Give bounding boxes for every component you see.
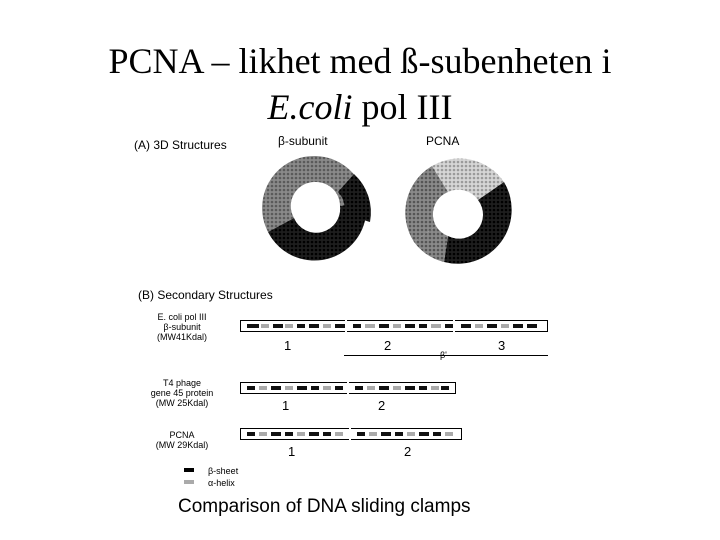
t4-bar <box>240 382 456 394</box>
pcna-label: PCNA <box>426 134 460 148</box>
ecoli-domain-1: 1 <box>284 338 292 353</box>
ecoli-domain-2: 2 <box>384 338 392 353</box>
row-ecoli-name <box>144 312 220 342</box>
legend-helix-swatch <box>184 480 194 484</box>
row-ecoli-line-1: E. coli pol III <box>157 312 207 322</box>
row-pcna-line-1: PCNA <box>169 430 195 440</box>
t4-domain-2: 2 <box>378 398 386 413</box>
figure <box>128 128 558 528</box>
row-pcna-name <box>144 430 220 450</box>
t4-domain-1: 1 <box>282 398 290 413</box>
title-line-2 <box>0 84 720 130</box>
legend-sheet-swatch <box>184 468 194 472</box>
row-t4-line-1: T4 phage <box>162 378 202 388</box>
slide-title <box>0 38 720 130</box>
panel-a-label: (A) 3D Structures <box>134 138 227 152</box>
row-t4-line-2: gene 45 protein <box>150 388 214 398</box>
pcna-domain-2: 2 <box>404 444 412 459</box>
beta-subunit-label: β-subunit <box>278 134 328 148</box>
figure-caption: Comparison of DNA sliding clamps <box>178 496 471 517</box>
row-ecoli-line-3: (MW41Kdal) <box>156 332 207 342</box>
title-line-1: PCNA – likhet med ß-subenheten i <box>108 41 612 81</box>
beta-subunit-structure <box>254 152 378 264</box>
ecoli-domain-3: 3 <box>498 338 506 353</box>
row-t4-name <box>144 378 220 408</box>
pcna-structure <box>392 152 520 270</box>
title-pol: pol III <box>352 87 453 127</box>
ecoli-bar <box>240 320 548 332</box>
beta-prime-label: β' <box>440 350 447 360</box>
legend-helix-label: α-helix <box>208 478 235 488</box>
row-ecoli-line-2: β-subunit <box>163 322 201 332</box>
pcna-domain-1: 1 <box>288 444 296 459</box>
pcna-bar <box>240 428 462 440</box>
row-t4-line-3: (MW 25Kdal) <box>155 398 209 408</box>
row-pcna-line-2: (MW 29Kdal) <box>155 440 209 450</box>
legend-sheet-label: β-sheet <box>208 466 239 476</box>
panel-b-label: (B) Secondary Structures <box>138 288 273 302</box>
title-ecoli: E.coli <box>267 87 353 127</box>
